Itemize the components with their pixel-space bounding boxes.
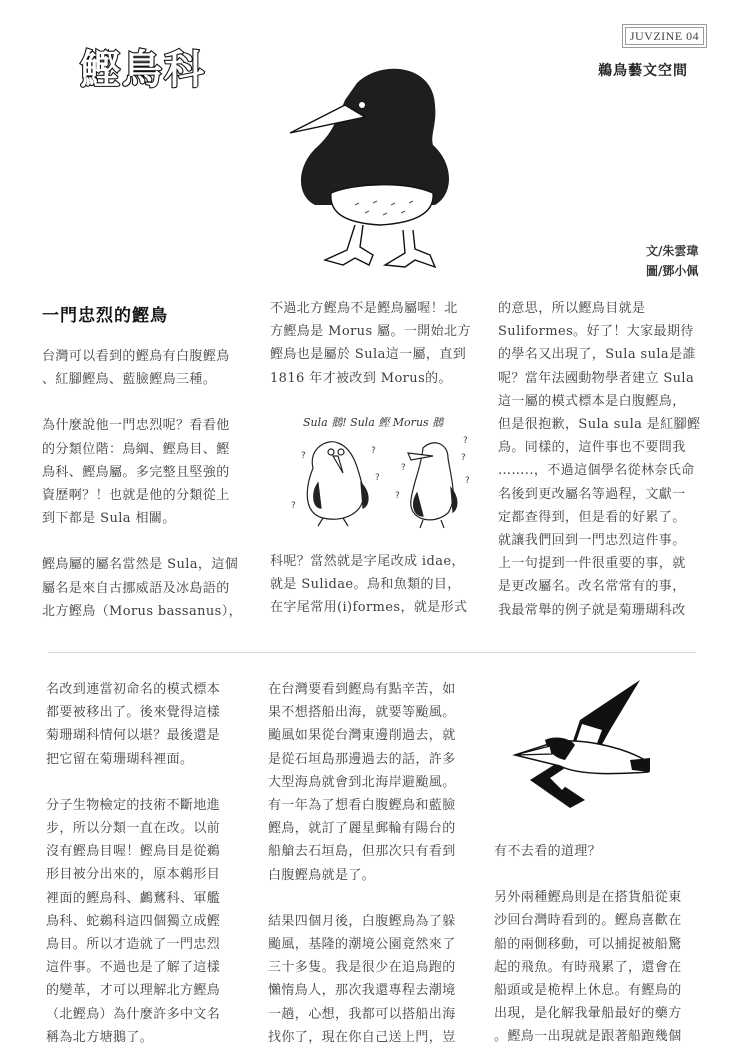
- text-line: 沒有鰹鳥目喔！鰹鳥目是從鵜: [46, 844, 221, 860]
- text-line: 起的飛魚。有時飛累了，還會在: [494, 959, 682, 975]
- text-line: 就是 Sulidae。鳥和魚類的目，: [270, 577, 461, 593]
- text-line: 鳥科、鰹鳥屬。多完整且堅強的: [42, 464, 230, 480]
- booby-sketch-illustration: [283, 408, 473, 536]
- top-column-2a: [270, 297, 471, 390]
- text-line: 一趟，心想，我都可以搭船出海: [268, 1006, 456, 1022]
- illustrator-credit: 圖/鄧小佩: [646, 264, 699, 278]
- text-line: 鰹鳥屬的屬名當然是 Sula，這個: [42, 557, 239, 573]
- text-line: 都要被移出了。後來覺得這樣: [46, 705, 221, 721]
- text-line: 在台灣要看到鰹鳥有點辛苦，如: [268, 682, 456, 697]
- text-line: 到下都是 Sula 相關。: [42, 511, 176, 527]
- svg-text:?: ?: [461, 453, 466, 463]
- text-line: 鰹鳥，就訂了麗星郵輪有陽台的: [268, 821, 456, 837]
- text-line: 三十多隻。我是很少在追鳥跑的: [268, 960, 456, 976]
- text-line: 有不去看的道理？: [494, 844, 602, 859]
- text-line: Suliformes。好了！大家最期待: [498, 324, 694, 340]
- text-line: 名改到連當初命名的模式標本: [46, 682, 221, 697]
- bottom-column-3: [494, 840, 682, 1049]
- bottom-column-1: [46, 678, 220, 1049]
- text-line: 菊珊瑚科情何以堪？最後還是: [46, 728, 221, 744]
- text-line: 分子生物檢定的技術不斷地進: [46, 797, 221, 813]
- issue-badge: [622, 24, 707, 48]
- text-line: 科呢？當然就是字尾改成 idae，: [270, 554, 465, 569]
- text-line: 的分類位階：鳥綱、鰹鳥目、鰹: [42, 441, 230, 457]
- text-line: 北方鰹鳥（Morus bassanus），: [42, 603, 243, 619]
- svg-text:?: ?: [463, 436, 468, 446]
- text-line: 出現，是化解我暈船最好的藥方: [494, 1006, 682, 1022]
- title-art-text: 鰹鳥科: [80, 47, 206, 93]
- text-line: 鳥目。所以才造就了一門忠烈: [46, 937, 221, 953]
- text-line: 颱風如果從台灣東邊削過去，就: [268, 728, 456, 744]
- text-line: 1816 年才被改到 Morus的。: [270, 370, 452, 386]
- svg-text:Sula 鵝! Sula 鰹 Morus 鵝: Sula 鵝! Sula 鰹 Morus 鵝: [303, 416, 444, 429]
- text-line: 把它留在菊珊瑚科裡面。: [46, 751, 194, 767]
- text-line: 就讓我們回到一門忠烈這件事。: [498, 533, 686, 549]
- text-line: 。鰹鳥一出現就是跟著船跑幾個: [494, 1029, 682, 1045]
- text-line: 白腹鰹鳥就是了。: [268, 867, 376, 883]
- text-line: 形目被分出來的，原本鵜形目: [46, 867, 221, 883]
- text-line: 屬名是來自古挪威語及冰島語的: [42, 580, 230, 596]
- text-line: 、紅腳鰹鳥、藍臉鰹鳥三種。: [42, 372, 217, 388]
- text-line: 資歷啊？！也就是他的分類從上: [42, 488, 230, 504]
- text-line: 步，所以分類一直在改。以前: [46, 821, 221, 837]
- text-line: 船艙去石垣島，但那次只有看到: [268, 844, 456, 860]
- text-line: 我最常舉的例子就是菊珊瑚科改: [498, 602, 686, 618]
- text-line: 裡面的鰹鳥科、鸕鶿科、軍艦: [46, 890, 221, 906]
- title-art: [80, 38, 206, 95]
- text-line: 在字尾常用(i)formes，就是形式: [270, 600, 468, 616]
- booby-illustration: [285, 55, 460, 270]
- svg-text:?: ?: [301, 451, 306, 461]
- text-line: 稱為北方塘鵝了。: [46, 1029, 154, 1045]
- text-line: 呢？當年法國動物學者建立 Sula: [498, 370, 695, 386]
- section-divider: [48, 652, 696, 653]
- svg-text:?: ?: [291, 501, 296, 511]
- text-line: 鳥科、蛇鵜科這四個獨立成鰹: [46, 913, 221, 929]
- text-line: ……..，不過這個學名從林奈氏命: [498, 463, 695, 479]
- text-line: 的意思，所以鰹鳥目就是: [498, 301, 646, 316]
- text-line: 找你了，現在你自己送上門，豈: [268, 1029, 456, 1045]
- writer-credit: 文/朱雲瑋: [646, 244, 699, 258]
- svg-text:?: ?: [395, 491, 400, 501]
- text-line: 沙回台灣時看到的。鰹鳥喜歡在: [494, 913, 682, 929]
- text-line: 名後到更改屬名等過程，文獻一: [498, 486, 686, 502]
- top-column-1: [42, 345, 242, 623]
- text-line: 這一屬的模式標本是白腹鰹鳥，: [498, 393, 686, 409]
- svg-text:?: ?: [401, 463, 406, 473]
- text-line: 鰹鳥也是屬於 Sula這一屬，直到: [270, 347, 467, 363]
- credits: [646, 241, 698, 281]
- text-line: 為什麼說他一門忠烈呢？看看他: [42, 418, 230, 434]
- text-line: 果不想搭船出海，就要等颱風。: [268, 705, 456, 721]
- top-column-2b: [270, 550, 467, 620]
- text-line: 結果四個月後，白腹鰹鳥為了躲: [268, 913, 456, 929]
- text-line: 另外兩種鰹鳥則是在搭貨船從東: [494, 890, 682, 906]
- text-line: 颱風，基隆的潮境公園竟然來了: [268, 937, 456, 953]
- text-line: 但是很抱歉，Sula sula 是紅腳鰹: [498, 417, 701, 433]
- text-line: 這件事。不過也是了解了這樣: [46, 960, 221, 976]
- text-line: 上一句提到一件很重要的事，就: [498, 556, 686, 572]
- bottom-column-2: [268, 678, 456, 1049]
- svg-text:?: ?: [371, 446, 376, 456]
- top-column-3: [498, 297, 700, 622]
- flying-booby-illustration: [510, 680, 650, 810]
- svg-text:?: ?: [465, 476, 470, 486]
- text-line: 懶惰鳥人，那次我還專程去潮境: [268, 983, 456, 999]
- text-line: 不過北方鰹鳥不是鰹鳥屬喔！北: [270, 301, 458, 316]
- text-line: 方鰹鳥是 Morus 屬。一開始北方: [270, 324, 471, 340]
- text-line: 鳥。同樣的，這件事也不要問我: [498, 440, 686, 456]
- issue-badge-text: JUVZINE 04: [625, 27, 704, 45]
- text-line: 船的兩側移動，可以捕捉被船驚: [494, 936, 682, 952]
- text-line: 台灣可以看到的鰹鳥有白腹鰹鳥: [42, 349, 230, 364]
- section-heading: 一門忠烈的鰹鳥: [42, 306, 168, 326]
- text-line: 是更改屬名。改名常常有的事，: [498, 579, 686, 595]
- text-line: （北鰹鳥）為什麼許多中文名: [46, 1006, 221, 1022]
- brand-name: 鵜鳥藝文空間: [598, 63, 688, 79]
- text-line: 有一年為了想看白腹鰹鳥和藍臉: [268, 798, 456, 814]
- text-line: 大型海鳥就會到北海岸避颱風。: [268, 774, 456, 790]
- text-line: 是從石垣島那邊過去的話，許多: [268, 751, 456, 767]
- text-line: 的學名又出現了，Sula sula是誰: [498, 347, 696, 363]
- text-line: 的變革，才可以理解北方鰹鳥: [46, 983, 221, 999]
- text-line: 定都查得到，但是看的好累了。: [498, 509, 686, 525]
- svg-text:?: ?: [375, 473, 380, 483]
- text-line: 船頭或是桅桿上休息。有鰹鳥的: [494, 983, 682, 999]
